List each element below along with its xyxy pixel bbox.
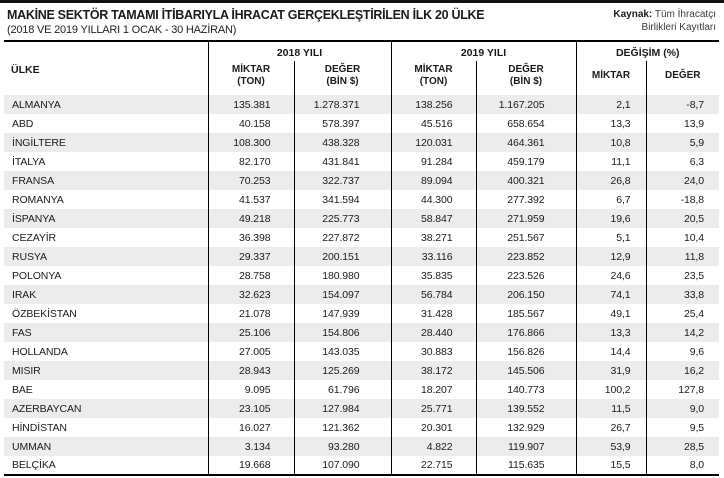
cell-change-deger: 14,2 [646, 323, 719, 342]
cell-change-miktar: 11,5 [576, 399, 646, 418]
source-note [613, 8, 716, 34]
cell-change-deger: 16,2 [646, 361, 719, 380]
cell-2019-deger: 658.654 [476, 114, 576, 133]
cell-2019-miktar: 25.771 [391, 399, 476, 418]
cell-change-miktar: 53,9 [576, 437, 646, 456]
cell-2019-miktar: 31.428 [391, 304, 476, 323]
cell-2018-miktar: 29.337 [208, 247, 294, 266]
cell-change-miktar: 19,6 [576, 209, 646, 228]
cell-2018-miktar: 36.398 [208, 228, 294, 247]
table-row [4, 190, 719, 209]
label-miktar: MİKTAR [414, 64, 453, 75]
cell-2018-deger: 143.035 [294, 342, 391, 361]
cell-2018-miktar: 28.943 [208, 361, 294, 380]
cell-change-deger: 6,3 [646, 152, 719, 171]
cell-2018-deger: 227.872 [294, 228, 391, 247]
cell-2018-deger: 147.939 [294, 304, 391, 323]
cell-change-deger: 33,8 [646, 285, 719, 304]
cell-2018-miktar: 82.170 [208, 152, 294, 171]
cell-2019-miktar: 56.784 [391, 285, 476, 304]
cell-2018-deger: 154.097 [294, 285, 391, 304]
table-row [4, 285, 719, 304]
cell-2018-miktar: 3.134 [208, 437, 294, 456]
label-miktar: MİKTAR [231, 64, 271, 75]
cell-change-miktar: 26,8 [576, 171, 646, 190]
cell-2019-deger: 277.392 [476, 190, 576, 209]
table-row [4, 266, 719, 285]
cell-change-miktar: 6,7 [576, 190, 646, 209]
table-row [4, 361, 719, 380]
cell-2018-miktar: 32.623 [208, 285, 294, 304]
cell-2018-miktar: 135.381 [208, 95, 294, 114]
cell-change-deger: 9,5 [646, 418, 719, 437]
cell-country: BELÇİKA [12, 459, 56, 471]
column-group-2019: 2019 YILI [391, 41, 576, 61]
cell-2019-miktar: 91.284 [391, 152, 476, 171]
cell-2018-miktar: 25.106 [208, 323, 294, 342]
cell-2019-miktar: 33.116 [391, 247, 476, 266]
table-row [4, 380, 719, 399]
masthead [0, 3, 724, 39]
cell-country: CEZAYİR [12, 231, 57, 244]
cell-2018-miktar: 49.218 [208, 209, 294, 228]
label-ton: (TON) [419, 76, 448, 87]
source-label: Kaynak: [613, 9, 653, 20]
cell-2019-deger: 119.907 [476, 437, 576, 456]
cell-change-deger: 127,8 [646, 380, 719, 399]
cell-2019-deger: 115.635 [476, 456, 576, 475]
cell-2018-deger: 93.280 [294, 437, 391, 456]
cell-2018-miktar: 108.300 [208, 133, 294, 152]
label-bin-usd: (BİN $) [509, 76, 543, 87]
cell-2018-deger: 107.090 [294, 456, 391, 475]
cell-change-deger: 24,0 [646, 171, 719, 190]
cell-2019-miktar: 89.094 [391, 171, 476, 190]
cell-change-deger: 9,6 [646, 342, 719, 361]
cell-change-miktar: 11,1 [576, 152, 646, 171]
cell-change-miktar: 10,8 [576, 133, 646, 152]
cell-2019-miktar: 45.516 [391, 114, 476, 133]
table-row [4, 247, 719, 266]
source-text-line1: Tüm İhracatçı [652, 9, 716, 20]
cell-country: MISIR [12, 364, 41, 377]
cell-change-deger: 28,5 [646, 437, 719, 456]
column-header-2018-deger [294, 61, 391, 95]
cell-2018-miktar: 41.537 [208, 190, 294, 209]
cell-2019-deger: 139.552 [476, 399, 576, 418]
cell-2018-deger: 438.328 [294, 133, 391, 152]
cell-change-miktar: 26,7 [576, 418, 646, 437]
table-body [4, 95, 719, 475]
column-header-2019-miktar [391, 61, 476, 95]
table-row [4, 399, 719, 418]
cell-2019-miktar: 44.300 [391, 190, 476, 209]
source-text-line2: Birlikleri Kayıtları [641, 22, 716, 33]
cell-change-deger: 9,0 [646, 399, 719, 418]
column-group-change: DEĞİŞİM (%) [576, 41, 719, 61]
column-header-2019-deger [476, 61, 576, 95]
cell-country: UMMAN [12, 440, 52, 453]
cell-2019-deger: 459.179 [476, 152, 576, 171]
label-bin-usd: (BİN $) [326, 76, 359, 87]
heading-block [7, 8, 484, 36]
label-deger: DEĞER [324, 64, 361, 75]
cell-2018-deger: 322.737 [294, 171, 391, 190]
table-row [4, 95, 719, 114]
cell-change-miktar: 100,2 [576, 380, 646, 399]
table-row [4, 228, 719, 247]
cell-2019-deger: 145.506 [476, 361, 576, 380]
cell-2018-deger: 225.773 [294, 209, 391, 228]
cell-change-deger: -18,8 [646, 190, 719, 209]
table-row [4, 342, 719, 361]
cell-change-miktar: 12,9 [576, 247, 646, 266]
cell-2019-deger: 271.959 [476, 209, 576, 228]
cell-2019-deger: 1.167.205 [476, 95, 576, 114]
label-deger: DEĞER [508, 64, 544, 75]
cell-country: HOLLANDA [12, 345, 68, 358]
cell-2018-deger: 1.278.371 [294, 95, 391, 114]
cell-change-miktar: 13,3 [576, 114, 646, 133]
cell-country: ROMANYA [12, 193, 64, 206]
cell-2019-miktar: 38.172 [391, 361, 476, 380]
cell-2019-miktar: 28.440 [391, 323, 476, 342]
cell-country: FAS [12, 326, 32, 339]
cell-2018-deger: 180.980 [294, 266, 391, 285]
cell-2018-deger: 121.362 [294, 418, 391, 437]
cell-2018-deger: 200.151 [294, 247, 391, 266]
cell-2019-miktar: 58.847 [391, 209, 476, 228]
cell-2018-deger: 341.594 [294, 190, 391, 209]
cell-2019-miktar: 30.883 [391, 342, 476, 361]
cell-2018-miktar: 40.158 [208, 114, 294, 133]
cell-2018-miktar: 23.105 [208, 399, 294, 418]
cell-2018-miktar: 9.095 [208, 380, 294, 399]
cell-2018-miktar: 19.668 [208, 456, 294, 475]
cell-country: İSPANYA [12, 212, 56, 225]
cell-change-deger: -8,7 [646, 95, 719, 114]
cell-change-miktar: 24,6 [576, 266, 646, 285]
cell-change-miktar: 2,1 [576, 95, 646, 114]
cell-2018-deger: 127.984 [294, 399, 391, 418]
cell-2019-miktar: 38.271 [391, 228, 476, 247]
table-row [4, 323, 719, 342]
cell-change-deger: 23,5 [646, 266, 719, 285]
cell-country: POLONYA [12, 269, 62, 282]
cell-2018-miktar: 70.253 [208, 171, 294, 190]
table-row [4, 171, 719, 190]
table-row [4, 114, 719, 133]
cell-country: BAE [12, 383, 33, 396]
page-subtitle: (2018 VE 2019 YILLARI 1 OCAK - 30 HAZİRAN) [7, 24, 237, 36]
cell-change-miktar: 5,1 [576, 228, 646, 247]
cell-2018-miktar: 27.005 [208, 342, 294, 361]
cell-2019-miktar: 138.256 [391, 95, 476, 114]
cell-change-miktar: 15,5 [576, 456, 646, 475]
cell-2019-miktar: 35.835 [391, 266, 476, 285]
column-header-change-deger: DEĞER [646, 61, 719, 95]
cell-2019-miktar: 120.031 [391, 133, 476, 152]
cell-country: FRANSA [12, 174, 54, 187]
cell-2019-deger: 132.929 [476, 418, 576, 437]
cell-2019-deger: 156.826 [476, 342, 576, 361]
cell-country: IRAK [12, 288, 37, 301]
cell-2018-miktar: 16.027 [208, 418, 294, 437]
cell-2019-deger: 206.150 [476, 285, 576, 304]
cell-change-deger: 5,9 [646, 133, 719, 152]
cell-change-deger: 25,4 [646, 304, 719, 323]
table-row [4, 456, 719, 475]
cell-change-deger: 10,4 [646, 228, 719, 247]
cell-2018-deger: 154.806 [294, 323, 391, 342]
cell-country: ALMANYA [12, 98, 61, 111]
table-row [4, 418, 719, 437]
cell-country: AZERBAYCAN [12, 402, 82, 415]
cell-country: İTALYA [12, 155, 46, 168]
table-row [4, 209, 719, 228]
export-countries-table [4, 40, 719, 476]
column-header-country: ÜLKE [4, 41, 208, 95]
cell-country: RUSYA [12, 250, 47, 263]
cell-country: İNGİLTERE [12, 136, 66, 149]
table-row [4, 304, 719, 323]
cell-2018-miktar: 21.078 [208, 304, 294, 323]
cell-change-deger: 11,8 [646, 247, 719, 266]
cell-2019-deger: 400.321 [476, 171, 576, 190]
cell-country: ÖZBEKİSTAN [12, 307, 77, 320]
table-row [4, 437, 719, 456]
cell-2018-miktar: 28.758 [208, 266, 294, 285]
cell-2018-deger: 61.796 [294, 380, 391, 399]
cell-change-miktar: 13,3 [576, 323, 646, 342]
cell-2018-deger: 578.397 [294, 114, 391, 133]
cell-change-miktar: 31,9 [576, 361, 646, 380]
cell-change-miktar: 49,1 [576, 304, 646, 323]
cell-2019-miktar: 18.207 [391, 380, 476, 399]
cell-2019-deger: 140.773 [476, 380, 576, 399]
cell-change-deger: 8,0 [646, 456, 719, 475]
cell-change-deger: 20,5 [646, 209, 719, 228]
cell-change-miktar: 74,1 [576, 285, 646, 304]
column-group-2018: 2018 YILI [208, 41, 391, 61]
cell-2019-deger: 223.526 [476, 266, 576, 285]
column-header-change-miktar: MİKTAR [576, 61, 646, 95]
cell-2019-deger: 176.866 [476, 323, 576, 342]
cell-2018-deger: 431.841 [294, 152, 391, 171]
cell-2019-deger: 251.567 [476, 228, 576, 247]
table-row [4, 152, 719, 171]
cell-2019-miktar: 20.301 [391, 418, 476, 437]
cell-2019-deger: 464.361 [476, 133, 576, 152]
column-header-2018-miktar [208, 61, 294, 95]
cell-2019-miktar: 22.715 [391, 456, 476, 475]
cell-country: ABD [12, 117, 34, 130]
cell-change-miktar: 14,4 [576, 342, 646, 361]
cell-2019-miktar: 4.822 [391, 437, 476, 456]
page-title: MAKİNE SEKTÖR TAMAMI İTİBARIYLA İHRACAT GERÇEKLEŞTİRİLEN İLK 20 ÜLKE [7, 8, 485, 22]
cell-change-deger: 13,9 [646, 114, 719, 133]
cell-2018-deger: 125.269 [294, 361, 391, 380]
cell-2019-deger: 185.567 [476, 304, 576, 323]
cell-2019-deger: 223.852 [476, 247, 576, 266]
cell-country: HİNDİSTAN [12, 421, 67, 434]
table-header [4, 41, 719, 95]
table-row [4, 133, 719, 152]
label-ton: (TON) [237, 76, 265, 87]
